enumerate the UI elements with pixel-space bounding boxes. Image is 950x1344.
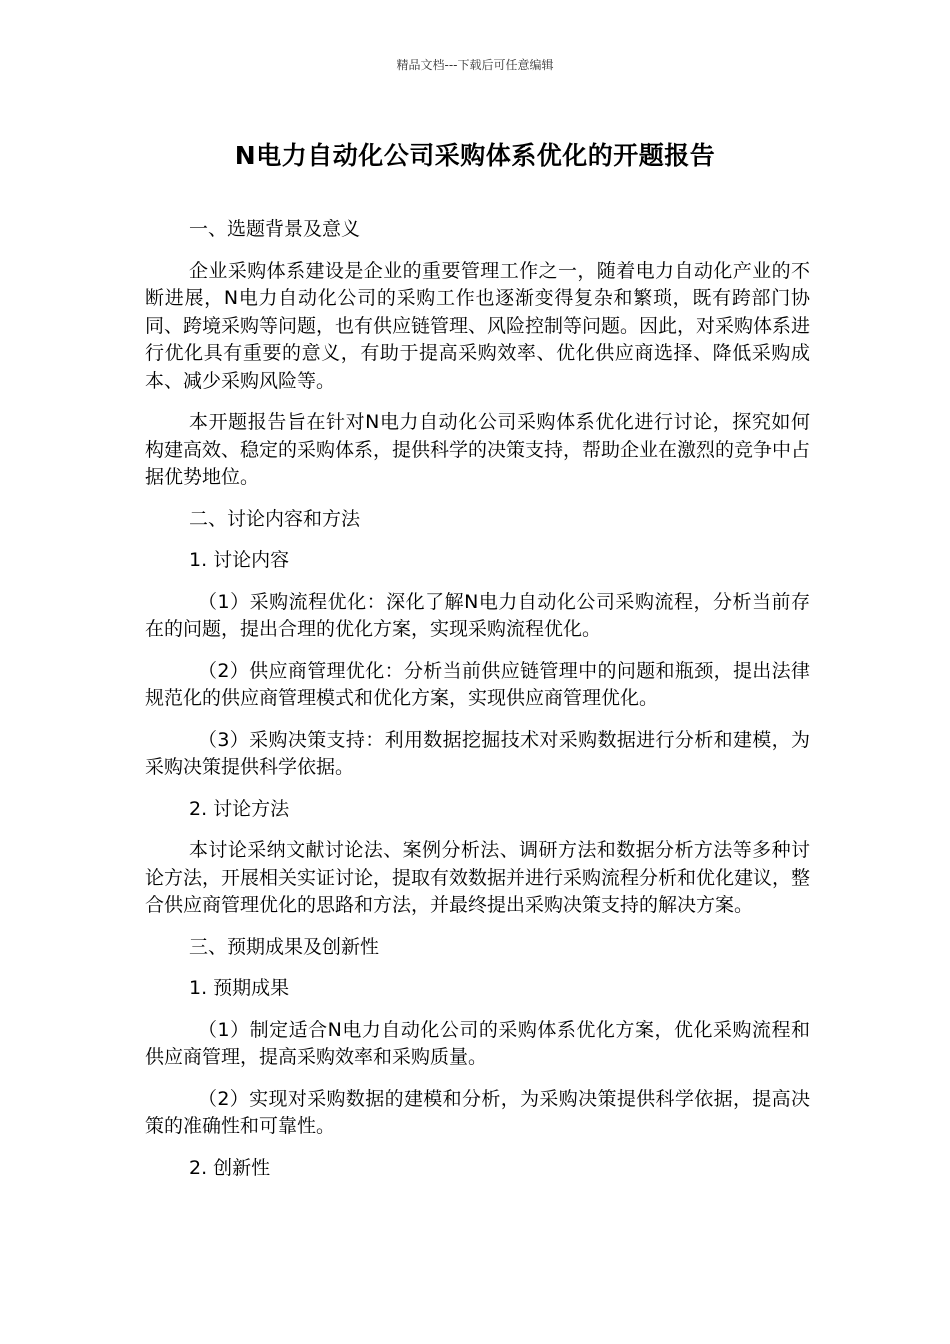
paragraph-method: 本讨论采纳文献讨论法、案例分析法、调研方法和数据分析方法等多种讨论方法，开展相关实证讨论，提取有效数据并进行采购流程分析和优化建议，整合供应商管理优化的思路和方法，并最终提出采购决策支持的解决方案。 <box>145 839 811 916</box>
section-heading-background: 一、选题背景及意义 <box>189 218 361 240</box>
list-item-data-modeling: （2）实现对采购数据的建模和分析，为采购决策提供科学依据，提高决策的准确性和可靠性。 <box>145 1087 810 1137</box>
subheading-expected-results: 1. 预期成果 <box>189 977 290 999</box>
list-item-optimization-plan: （1）制定适合N电力自动化公司的采购体系优化方案，优化采购流程和供应商管理，提高采购效率和采购质量。 <box>145 1018 810 1068</box>
subheading-innovation: 2. 创新性 <box>189 1156 271 1179</box>
subheading-research-content: 1. 讨论内容 <box>189 549 290 571</box>
subheading-research-method: 2. 讨论方法 <box>189 797 290 820</box>
section-heading-research: 二、讨论内容和方法 <box>189 507 361 530</box>
document-title: N电力自动化公司采购体系优化的开题报告 <box>234 141 716 170</box>
list-item-supplier-management: （2）供应商管理优化：分析当前供应链管理中的问题和瓶颈，提出法律规范化的供应商管理模式和优化方案，实现供应商管理优化。 <box>145 659 810 709</box>
page-header: 精品文档---下载后可任意编辑 <box>396 58 554 72</box>
list-item-decision-support: （3）采购决策支持：利用数据挖掘技术对采购数据进行分析和建模，为采购决策提供科学依据。 <box>145 728 810 778</box>
list-item-process-optimization: （1）采购流程优化：深化了解N电力自动化公司采购流程，分析当前存在的问题，提出合理的优化方案，实现采购流程优化。 <box>145 590 810 640</box>
section-heading-outcomes: 三、预期成果及创新性 <box>189 935 380 958</box>
paragraph-purpose: 本开题报告旨在针对N电力自动化公司采购体系优化进行讨论，探究如何构建高效、稳定的采购体系，提供科学的决策支持，帮助企业在激烈的竞争中占据优势地位。 <box>145 411 811 488</box>
document-body <box>145 216 810 1196</box>
paragraph-background: 企业采购体系建设是企业的重要管理工作之一，随着电力自动化产业的不断进展，N电力自动化公司的采购工作也逐渐变得复杂和繁琐，既有跨部门协同、跨境采购等问题，也有供应链管理、风险控制等问题。因此，对采购体系进行优化具有重要的意义，有助于提高采购效率、优化供应商选择、降低采购成本、减少采购风险等。 <box>145 259 811 392</box>
